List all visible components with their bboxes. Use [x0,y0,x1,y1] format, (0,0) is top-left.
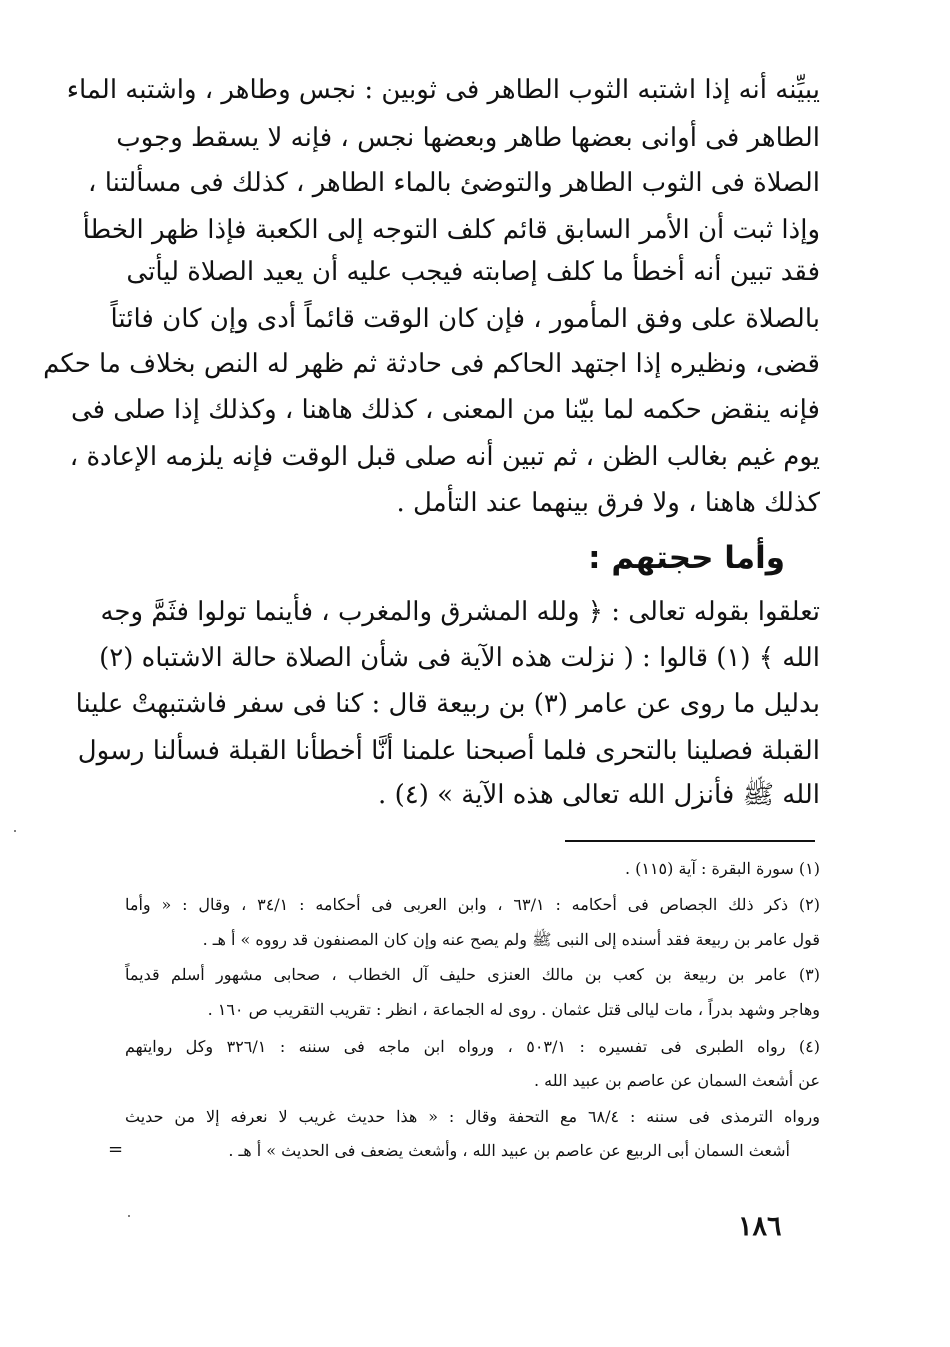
body-line: يوم غيم بغالب الظن ، ثم تبين أنه صلى قبل الوقت فإنه يلزمه الإعادة ، [69,442,820,472]
footnote-line: وهاجر وشهد بدراً ، مات ليالى قتل عثمان . روى له الجماعة ، انظر : تقريب التقريب ص ١٦٠ . [207,1000,820,1019]
body-line: الله ﴾ (١) قالوا : ( نزلت هذه الآية فى شأن الصلاة حالة الاشتباه (٢) [99,643,820,673]
footnote-line: (٢) ذكر ذلك الجصاص فى أحكامه : ٦٣/١ ، وابن العربى فى أحكامه : ٣٤/١ ، وقال : « وأما [125,895,821,914]
footnote-line: عن أشعث السمان عن عاصم بن عبيد الله . [533,1071,820,1090]
body-line: كذلك هاهنا ، ولا فرق بينهما عند التأمل . [396,488,820,518]
body-line: الطاهر فى أوانى بعضها طاهر وبعضها نجس ، فإنه لا يسقط وجوب [116,123,820,153]
body-line: بالصلاة على وفق المأمور ، فإن كان الوقت قائماً أدى وإن كان فائتاً [110,304,820,334]
body-line: قضى، ونظيره إذا اجتهد الحاكم فى حادثة ثم ظهر له النص بخلاف ما حكم [43,349,820,379]
footnote-continuation-mark: = [108,1139,124,1160]
footnote-line: أشعث السمان أبى الربيع عن عاصم بن عبيد الله ، وأشعث يضعف فى الحديث » أ هـ . [228,1141,790,1160]
body-line: فإنه ينقض حكمه لما بيّنا من المعنى ، كذلك هاهنا ، وكذلك إذا صلى فى [70,395,820,425]
footnote-line: (٤) رواه الطبرى فى تفسيره : ٥٠٣/١ ، ورواه ابن ماجه فى سننه : ٣٢٦/١ وكل روايتهم [125,1037,820,1056]
scan-speck [128,1215,130,1217]
page-number: ١٨٦ [738,1211,782,1242]
footnote-line: (١) سورة البقرة : آية (١١٥) . [624,859,820,878]
body-line: تعلقوا بقوله تعالى : ﴿ ولله المشرق والمغرب ، فأينما تولوا فثَمَّ وجه [100,597,820,627]
body-line: فقد تبين أنه أخطأ ما كلف إصابته فيجب عليه أن يعيد الصلاة ليأتى [126,257,820,287]
footnote-line: (٣) عامر بن ربيعة بن كعب بن مالك العنزى حليف آل الخطاب ، صحابى مشهور أسلم قديماً [125,965,820,984]
scan-speck [14,830,16,832]
section-heading: وأما حجتهم : [588,540,785,576]
footnote-line: قول عامر بن ربيعة فقد أسنده إلى النبى ﷺ ولم يصح عنه وإن كان المصنفون قد رووه » أ هـ . [202,930,820,949]
footnote-line: ورواه الترمذى فى سننه : ٦٨/٤ مع التحفة وقال : « هذا حديث غريب لا نعرفه إلا من حديث [125,1107,821,1126]
body-line: القبلة فصلينا بالتحرى فلما أصبحنا علمنا أنَّا أخطأنا القبلة فسألنا رسول [77,736,820,766]
body-line: وإذا ثبت أن الأمر السابق قائم كلف التوجه إلى الكعبة فإذا ظهر الخطأ [82,215,820,245]
body-line: الله ﷺ فأنزل الله تعالى هذه الآية » (٤) . [378,780,820,810]
footnote-separator [565,840,815,842]
body-line: بدليل ما روى عن عامر (٣) بن ربيعة قال : كنا فى سفر فاشتبهتْ علينا [75,689,820,719]
body-line: الصلاة فى الثوب الطاهر والتوضئ بالماء الطاهر ، كذلك فى مسألتنا ، [88,168,820,198]
body-line: يبيِّنه أنه إذا اشتبه الثوب الطاهر فى ثوبين : نجس وطاهر ، واشتبه الماء [66,75,820,105]
